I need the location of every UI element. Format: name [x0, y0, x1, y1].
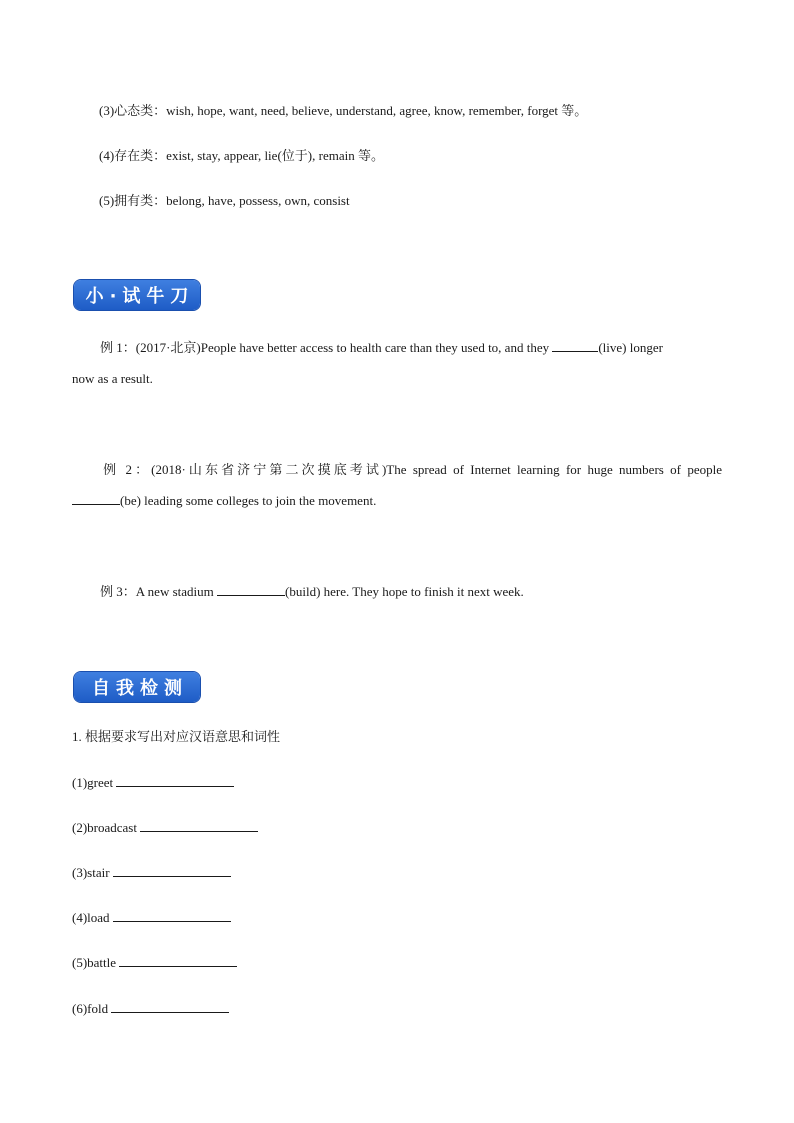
answer-blank[interactable]	[72, 491, 120, 505]
category-suffix: 等。	[561, 103, 588, 118]
category-words: belong, have, possess, own, consist	[166, 193, 350, 208]
category-suffix: 等。	[357, 148, 384, 163]
category-label: (3)心态类：	[99, 103, 167, 118]
category-existence	[99, 147, 384, 165]
example-hint: (build) here. They hope to finish it next week.	[285, 584, 524, 599]
example-2	[72, 454, 722, 516]
answer-blank[interactable]	[217, 582, 285, 596]
example-text: A new stadium	[135, 584, 214, 599]
vocab-word: (5)battle	[72, 955, 117, 970]
vocab-item	[72, 999, 229, 1018]
vocab-word: (2)broadcast	[72, 820, 137, 835]
category-words-2: , remain	[312, 148, 355, 163]
vocab-item	[72, 953, 237, 972]
example-hint: (be) leading some colleges to join the movement.	[120, 493, 377, 508]
vocab-item	[72, 818, 258, 837]
answer-blank[interactable]	[552, 338, 598, 352]
example-text-3: now as a result.	[72, 371, 153, 386]
example-text: The spread of Internet learning for huge numbers of people	[386, 462, 722, 477]
section-badge-self-check	[74, 672, 200, 702]
answer-blank[interactable]	[113, 863, 231, 877]
vocab-item	[72, 863, 231, 882]
section-badge-title: 小·试牛刀	[85, 286, 195, 307]
example-prefix: 例 3：	[100, 584, 136, 599]
example-prefix: 例 1：(2017·北京)	[100, 340, 201, 355]
category-label: (5)拥有类：	[99, 193, 167, 208]
example-hint: (live)	[598, 340, 627, 355]
vocab-item	[72, 773, 234, 792]
vocab-word: (3)stair	[72, 865, 110, 880]
example-text: People have better access to health care than they used to, and they	[200, 340, 550, 355]
category-paren: (位于)	[277, 148, 313, 163]
task-heading: 1. 根据要求写出对应汉语意思和词性	[72, 729, 281, 744]
answer-blank[interactable]	[140, 818, 258, 832]
answer-blank[interactable]	[116, 773, 234, 787]
vocab-word: (6)fold	[72, 1001, 109, 1016]
category-mental	[99, 102, 587, 120]
example-3	[72, 576, 722, 607]
section-badge-practice	[74, 280, 200, 310]
vocab-item	[72, 908, 231, 927]
example-1	[72, 332, 722, 394]
example-text-2: longer	[629, 340, 663, 355]
answer-blank[interactable]	[119, 953, 237, 967]
answer-blank[interactable]	[113, 908, 231, 922]
section-badge-title: 自我检测	[92, 678, 188, 699]
answer-blank[interactable]	[111, 999, 229, 1013]
category-words: exist, stay, appear, lie	[166, 148, 278, 163]
example-prefix: 例 2：(2018·山东省济宁第二次摸底考试)	[100, 462, 387, 477]
vocab-word: (4)load	[72, 910, 110, 925]
vocab-word: (1)greet	[72, 775, 114, 790]
category-label: (4)存在类：	[99, 148, 167, 163]
category-possession	[99, 192, 350, 210]
category-words: wish, hope, want, need, believe, understand, agree, know, remember, forget	[166, 103, 559, 118]
